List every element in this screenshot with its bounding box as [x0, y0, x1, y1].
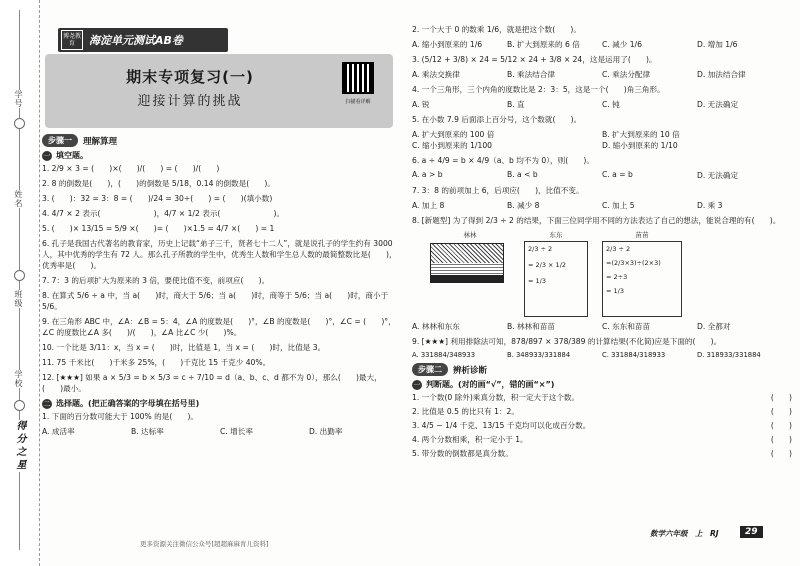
figure-dongdong: [524, 230, 588, 317]
qr-caption: 扫描看详解: [345, 99, 371, 105]
judge-text: 2. 比值是 0.5 的比只有 1：2。: [412, 407, 519, 416]
binding-strip: [0, 0, 40, 566]
option[interactable]: C. 加上 5: [602, 201, 635, 210]
option[interactable]: C. a = b: [602, 170, 633, 179]
calc-line: = 2/3 × 1/2: [528, 261, 567, 269]
calc-line: 2/3 ÷ 2: [606, 245, 631, 253]
figure-row: [430, 230, 792, 317]
figure-caption: 苗苗: [635, 231, 649, 239]
student-id-label: 学号: [14, 90, 23, 108]
option[interactable]: B. 减少 8: [507, 201, 540, 210]
section-header: [412, 379, 792, 390]
question: 6. a ÷ 4/9 = b × 4/9（a、b 均不为 0），则( )。: [412, 156, 594, 165]
answer-paren[interactable]: ( ): [770, 421, 792, 430]
option[interactable]: D. 缩小到原来的 1/10: [602, 141, 678, 150]
answer-paren[interactable]: ( ): [770, 393, 792, 402]
judge-item: [412, 406, 792, 417]
footer-note: 更多资源关注微信公众号[超超麻麻育儿资料]: [140, 540, 269, 548]
section-number: 一: [413, 380, 421, 389]
question: 11. 75 千米比( )千米多 25%，( )千克比 15 千克少 40%。: [42, 358, 271, 367]
section-title: 判断题。(对的画“√”，错的画“×”): [426, 380, 555, 389]
right-column: [412, 22, 792, 562]
question: 2. 8 的倒数是( )，( )的倒数是 5/18，0.14 的倒数是( )。: [42, 179, 275, 188]
figure-caption: 东东: [549, 231, 563, 239]
option[interactable]: A. 扩大到原来的 100 倍: [412, 130, 495, 139]
question: 1. 下面的百分数可能大于 100% 的是( )。: [42, 412, 199, 421]
figure-caption: 林林: [463, 231, 477, 239]
class-label: 班级: [14, 290, 23, 308]
option[interactable]: D. 无法确定: [697, 100, 739, 109]
option[interactable]: C. 乘法分配律: [602, 70, 651, 79]
qr-code-icon[interactable]: [342, 62, 374, 94]
step-title: 辨析诊断: [453, 365, 488, 376]
option[interactable]: B. 扩大到原来的 6 倍: [507, 40, 580, 49]
question: 9. [★★★] 利用排除法可知，878/897 × 378/389 的计算结果(不化简)应是下面的( )。: [412, 337, 722, 346]
judge-text: 3. 4/5 − 1/4 千克、13/15 千克均可以化成百分数。: [412, 421, 591, 430]
bind-hole: [14, 270, 25, 281]
option[interactable]: D. 加法结合律: [697, 70, 746, 79]
option[interactable]: A. 331884/348933: [412, 351, 476, 359]
option[interactable]: C. 减少 1/6: [602, 40, 642, 49]
judge-text: 5. 带分数的倒数都是真分数。: [412, 449, 513, 458]
question: 9. 在三角形 ABC 中，∠A：∠B = 5：4，∠A 的度数是( )°，∠B 的度数是( )°，∠C = ( )°，∠C 的度数比∠A 多( )/( )，∠A 比∠C 少( )%。: [42, 317, 396, 337]
school-label: 学校: [14, 370, 23, 388]
option[interactable]: C. 钝: [602, 100, 620, 109]
judge-item: [412, 392, 792, 403]
option[interactable]: C. 增长率: [220, 427, 253, 436]
option[interactable]: A. 加上 8: [412, 201, 445, 210]
answer-paren[interactable]: ( ): [770, 449, 792, 458]
options: [412, 69, 792, 80]
judge-item: [412, 434, 792, 445]
option[interactable]: D. 出勤率: [309, 427, 343, 436]
question: 4. 一个三角形，三个内角的度数比是 2：3：5，这是一个( )角三角形。: [412, 85, 665, 94]
left-column: [42, 130, 398, 566]
options: [412, 129, 792, 151]
option[interactable]: D. 增加 1/6: [697, 40, 738, 49]
figure-miaomiao: [602, 230, 682, 317]
question: 4. 4/7 × 2 表示( )，4/7 × 1/2 表示( )。: [42, 209, 285, 218]
option[interactable]: A. 林林和东东: [412, 322, 460, 331]
option[interactable]: B. 直: [507, 100, 525, 109]
step-tag: 步骤一: [42, 134, 78, 147]
options: [412, 39, 792, 50]
figure-box: [602, 241, 682, 317]
step-header: [42, 134, 398, 147]
judge-text: 1. 一个数(0 除外)乘真分数，积一定大于这个数。: [412, 393, 580, 402]
bind-hole: [14, 400, 25, 411]
section-number: 二: [43, 399, 51, 408]
option[interactable]: A. a > b: [412, 170, 443, 179]
page-number: 29: [740, 526, 763, 538]
option[interactable]: B. 达标率: [131, 427, 164, 436]
option[interactable]: C. 东东和苗苗: [602, 322, 651, 331]
question: 7. 7：3 的后项扩大为原来的 3 倍，要使比值不变，前项应( )。: [42, 276, 270, 285]
section-number: 一: [43, 151, 51, 160]
question: 8. [新题型] 为了得到 2/3 ÷ 2 的结果，下面三位同学用不同的方法表达了自己的想法，能说合理的有( )。: [412, 216, 781, 225]
page-subtitle: 迎接计算的挑战: [137, 94, 243, 109]
option[interactable]: D. 无法确定: [697, 171, 739, 180]
question: 7. 3：8 的前项加上 6，后项应( )，比值不变。: [412, 186, 584, 195]
brand-banner: [58, 28, 228, 52]
bind-hole: [14, 118, 25, 129]
option[interactable]: D. 乘 3: [697, 201, 723, 210]
step-header: [412, 363, 792, 376]
options: [412, 351, 792, 359]
name-label: 姓名: [14, 190, 23, 208]
judge-item: [412, 448, 792, 459]
answer-paren[interactable]: ( ): [770, 435, 792, 444]
calc-line: = 2÷3: [606, 273, 628, 281]
option[interactable]: B. 348933/331884: [507, 351, 571, 359]
option[interactable]: B. 乘法结合律: [507, 70, 556, 79]
section-title: 填空题。: [56, 151, 88, 160]
question: 2. 一个大于 0 的数乘 1/6，就是把这个数( )。: [412, 25, 581, 34]
options: [412, 200, 792, 211]
calc-line: = 1/3: [606, 287, 624, 295]
judge-text: 4. 两个分数相乘，积一定小于 1。: [412, 435, 528, 444]
option[interactable]: B. 扩大到原来的 10 倍: [602, 130, 680, 139]
section-header: [42, 398, 398, 409]
brand-logo-icon: 博尧教育: [61, 30, 83, 50]
option[interactable]: B. a < b: [507, 170, 538, 179]
brand-name: 海淀单元测试AB卷: [89, 34, 183, 47]
figure-box: [524, 241, 588, 317]
options: [42, 426, 398, 437]
title-block: [45, 54, 393, 128]
figure-linlin: [430, 230, 510, 317]
question: 3. ( )：32 = 3：8 = ( )/24 = 30÷( ) = ( )(填小数): [42, 194, 273, 203]
question: 12. [★★★] 如果 a × 5/3 = b × 5/3 = c ÷ 7/10 = d（a、b、c、d 都不为 0），那么( )最大，( )最小。: [42, 373, 382, 393]
options: [412, 170, 792, 181]
option[interactable]: C. 331884/318933: [602, 351, 666, 359]
book-label: 数学六年级 上 RJ: [650, 529, 719, 538]
option[interactable]: A. 乘法交换律: [412, 70, 460, 79]
page-title: 期末专项复习(一): [126, 68, 254, 86]
calc-line: =(2/3×3)÷(2×3): [606, 259, 661, 267]
step-title: 理解算理: [83, 136, 118, 147]
options: [412, 321, 792, 332]
question: 10. 一个比是 3/11：x，当 x = ( )时，比值是 1，当 x = ( )时，比值是 3。: [42, 343, 326, 352]
option[interactable]: A. 锐: [412, 100, 430, 109]
option[interactable]: B. 林林和苗苗: [507, 322, 556, 331]
bar-fill: [431, 275, 503, 282]
option[interactable]: A. 成活率: [42, 427, 75, 436]
question: 3. (5/12 + 3/8) × 24 = 5/12 × 24 + 3/8 × 24，这是运用了( )。: [412, 55, 657, 64]
section-header: [42, 150, 398, 161]
question: 8. 在算式 5/6 ÷ a 中，当 a( )时，商大于 5/6；当 a( )时，商等于 5/6；当 a( )时，商小于 5/6。: [42, 291, 389, 311]
option[interactable]: A. 缩小到原来的 1/6: [412, 40, 483, 49]
calc-line: 2/3 ÷ 2: [528, 245, 553, 253]
option[interactable]: D. 全都对: [697, 322, 731, 331]
judge-item: [412, 420, 792, 431]
slogan: 得分之星: [14, 420, 25, 472]
question: 1. 2/9 × 3 = ( )×( )/( ) = ( )/( ): [42, 164, 220, 173]
option[interactable]: C. 缩小到原来的 1/100: [412, 141, 492, 150]
answer-paren[interactable]: ( ): [770, 407, 792, 416]
question: 5. 在小数 7.9 后面添上百分号，这个数就( )。: [412, 115, 582, 124]
option[interactable]: D. 318933/331884: [697, 351, 761, 359]
question: 6. 孔子是我国古代著名的教育家，历史上记载“弟子三千，贤者七十二人”，就是说孔子的学生约有 3000 人，其中优秀的学生有 72 人。那么孔子所教的学生中，优秀生人数和学生总人数的最简整数比是( )，优秀率是( )。: [42, 239, 397, 270]
question: 5. ( )× 13/15 = 5/9 ×( )= ( )×1.5 = 4/7 ×( ) = 1: [42, 224, 275, 233]
shaded-bar-diagram: [430, 243, 504, 283]
bar-hatch: [431, 244, 503, 263]
step-tag: 步骤二: [412, 363, 448, 376]
options: [412, 99, 792, 110]
section-title: 选择题。(把正确答案的字母填在括号里): [56, 399, 200, 408]
calc-line: = 1/3: [528, 277, 546, 285]
